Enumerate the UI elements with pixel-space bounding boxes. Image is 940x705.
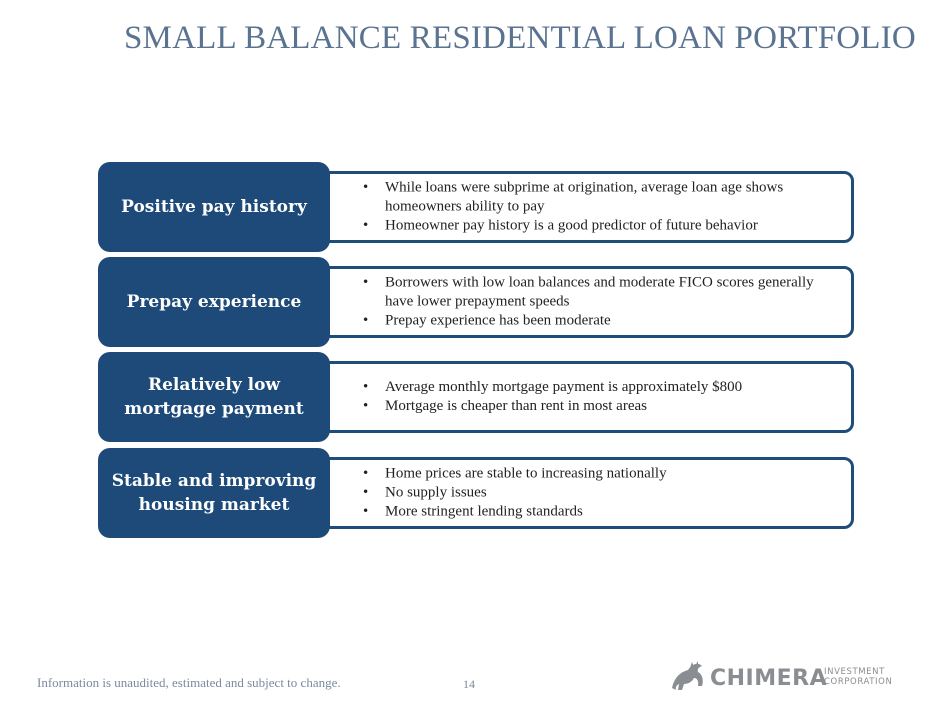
bullet-item: • While loans were subprime at origination, average loan age shows homeowners ability to pay (363, 179, 784, 215)
section-label: Positive pay history (98, 162, 330, 252)
bullet-list (363, 274, 841, 331)
bullet-item: • No supply issues (363, 484, 487, 501)
section-prepay-experience (0, 257, 940, 349)
disclaimer-note: Information is unaudited, estimated and subject to change. (37, 675, 341, 690)
bullet-list (363, 465, 841, 522)
logo-subtitle: INVESTMENT CORPORATION (824, 667, 893, 687)
section-detail-box (318, 266, 854, 338)
bullet-list (363, 179, 841, 236)
bullet-list (363, 378, 841, 416)
bullet-item: • Homeowner pay history is a good predictor of future behavior (363, 217, 758, 234)
logo-wordmark: CHIMERA (710, 666, 828, 691)
bullet-item: • Prepay experience has been moderate (363, 312, 611, 329)
bullet-item: • Home prices are stable to increasing nationally (363, 465, 667, 482)
bullet-item: • Borrowers with low loan balances and moderate FICO scores generally have lower prepayment speeds (363, 274, 814, 310)
section-detail-box (318, 457, 854, 529)
section-relatively-low-mortgage-payment (0, 352, 940, 444)
section-stable-and-improving-housing-market (0, 448, 940, 540)
bullet-item: • Mortgage is cheaper than rent in most areas (363, 398, 647, 414)
chimera-creature-icon (668, 660, 708, 696)
section-detail-box (318, 361, 854, 433)
section-label: Prepay experience (98, 257, 330, 347)
bullet-item: • Average monthly mortgage payment is approximately $800 (363, 379, 743, 395)
section-positive-pay-history (0, 162, 940, 254)
section-label: Stable and improving housing market (98, 448, 330, 538)
page-number: 14 (463, 677, 475, 691)
section-label: Relatively low mortgage payment (98, 352, 330, 442)
section-detail-box (318, 171, 854, 243)
page-title: SMALL BALANCE RESIDENTIAL LOAN PORTFOLIO (124, 20, 916, 56)
bullet-item: • More stringent lending standards (363, 503, 583, 520)
company-logo (668, 660, 918, 696)
